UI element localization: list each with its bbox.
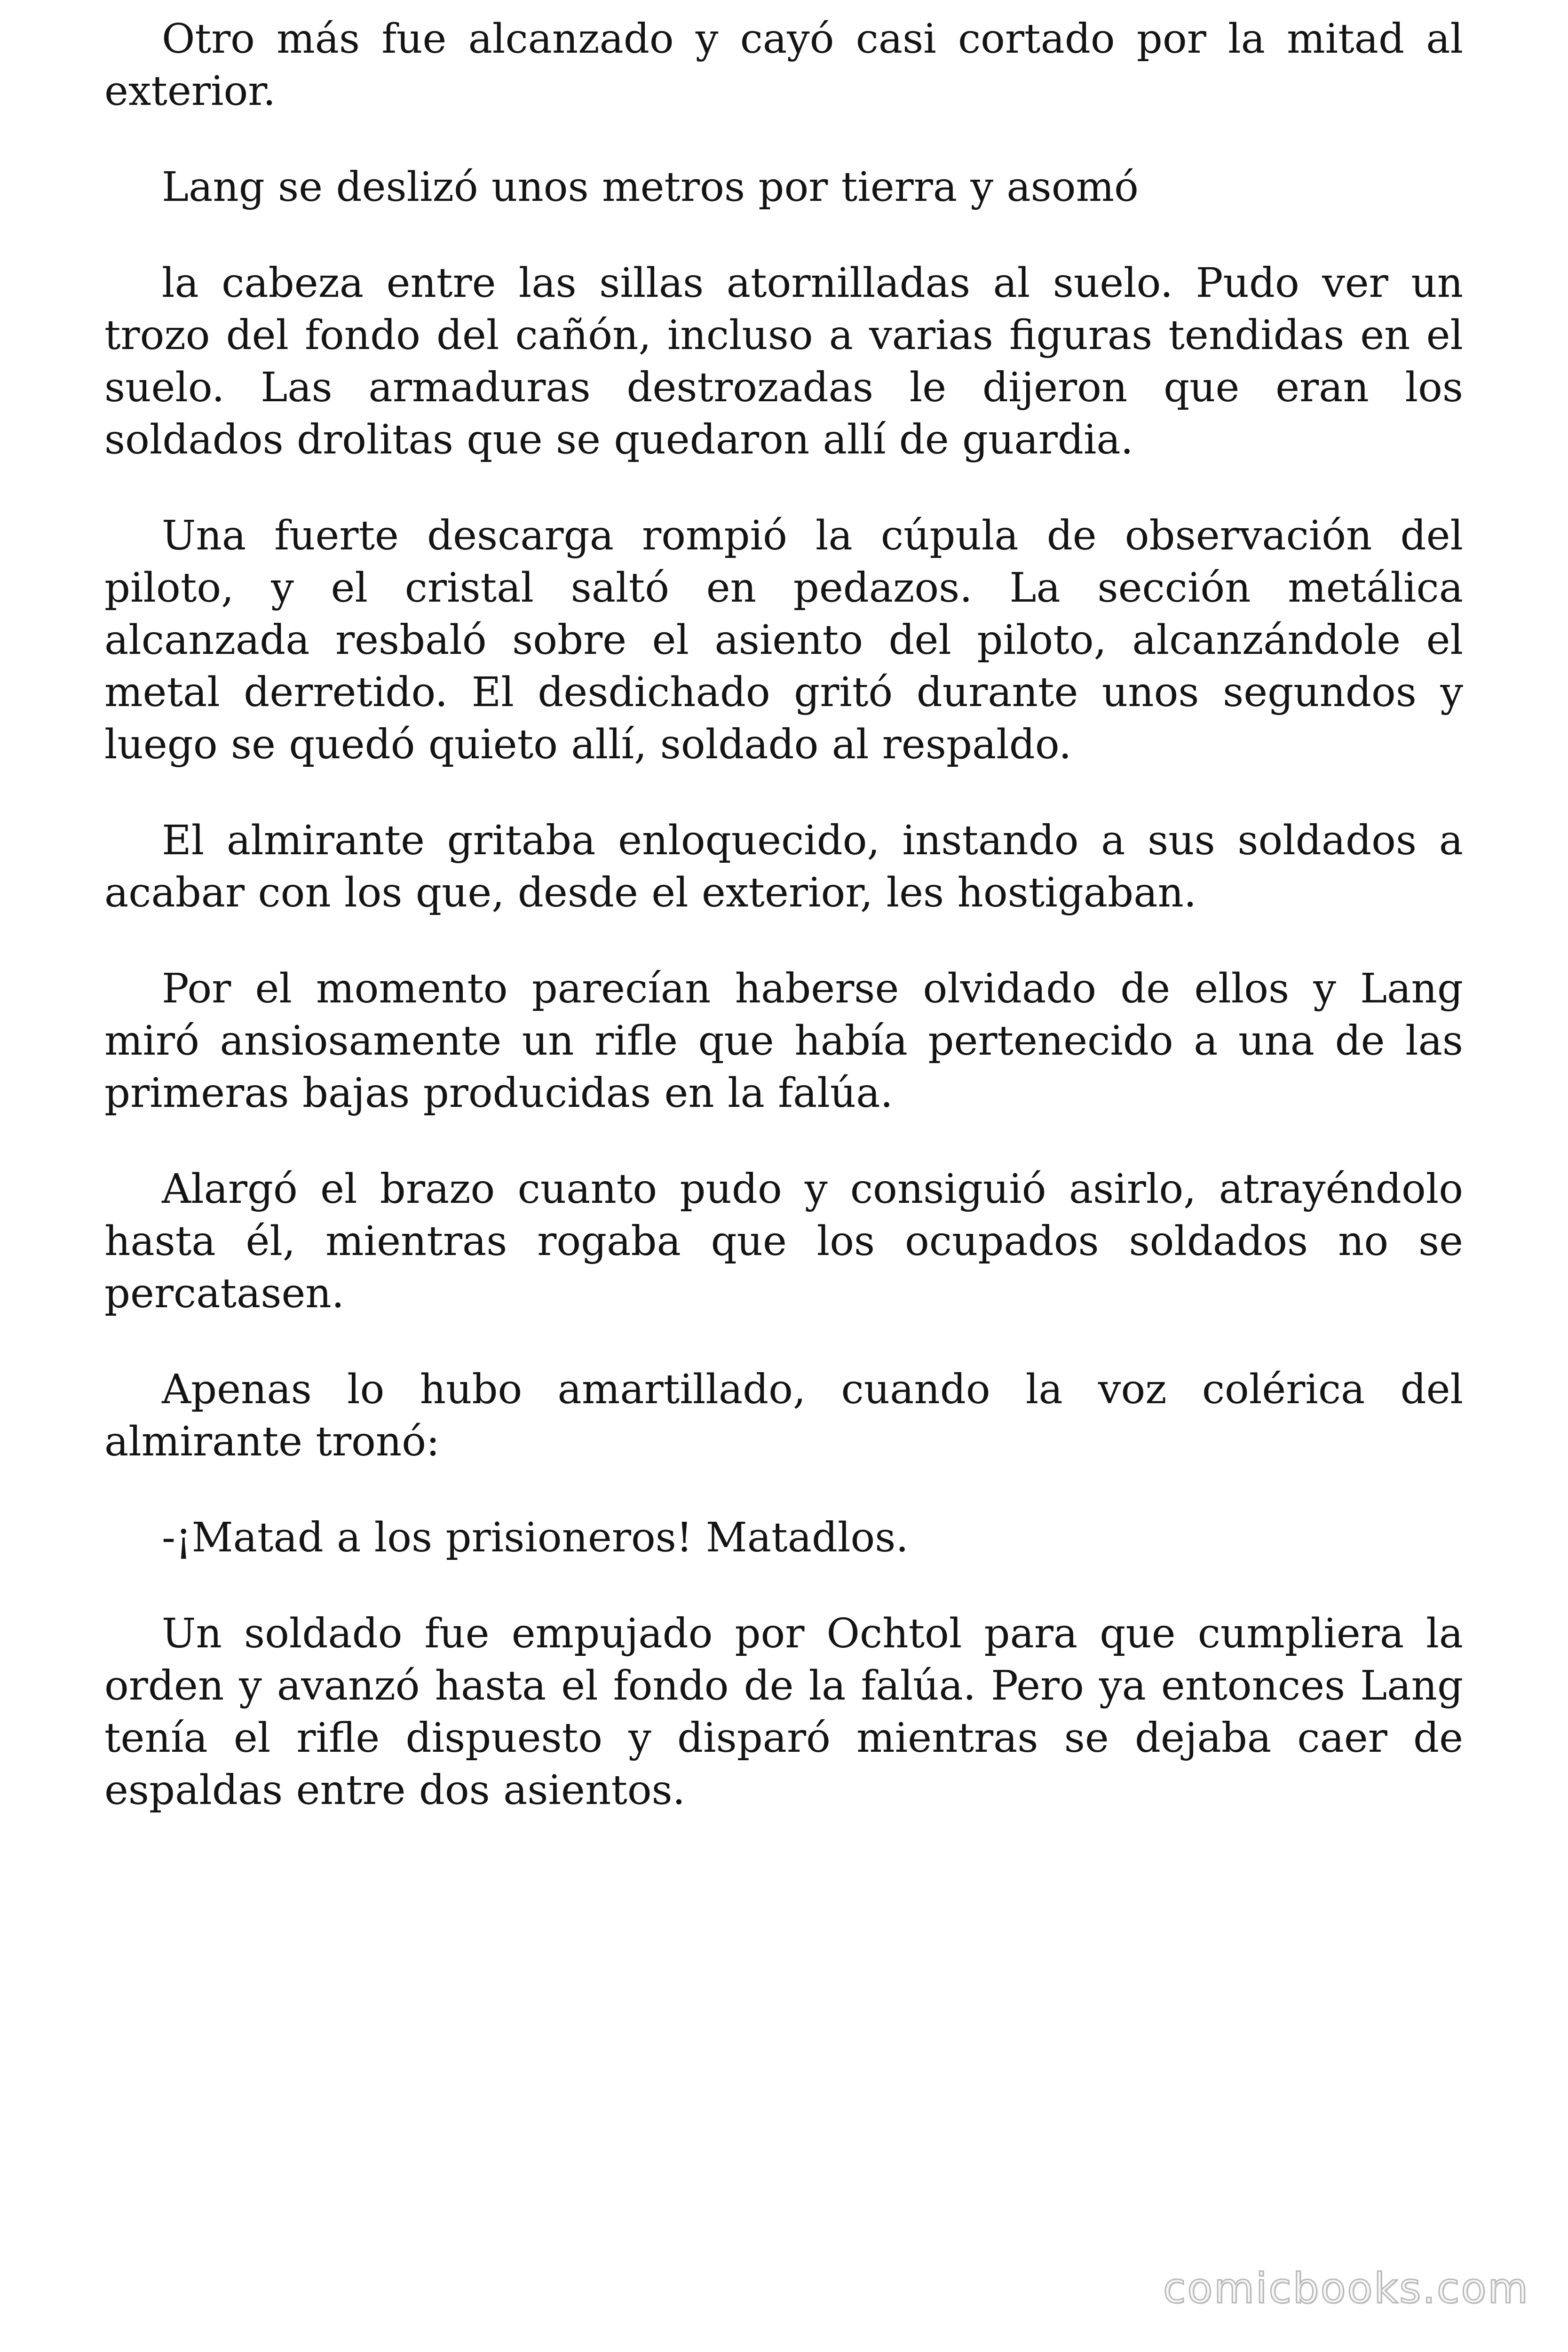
paragraph-9: -¡Matad a los prisioneros! Matadlos. [162,1514,909,1561]
paragraph-2: Lang se deslizó unos metros por tierra y asomó [162,164,1139,211]
paragraph-4: Una fuerte descarga rompió la cúpula de observación del piloto, y el cristal saltó en pedazos. La sección metálica alcanzada resbaló sobre el asiento del piloto, alcanzándole el metal derretido. El desdichado gritó durante unos segundos y luego se quedó quieto allí, soldado al respaldo. [104,512,1463,768]
paragraph-10: Un soldado fue empujado por Ochtol para que cumpliera la orden y avanzó hasta el fondo de la falúa. Pero ya entonces Lang tenía el rifle dispuesto y disparó mientras se dejaba caer de espaldas entre dos asientos. [104,1610,1463,1814]
paragraph-6: Por el momento parecían haberse olvidado de ellos y Lang miró ansiosamente un rifle que había pertenecido a una de las primeras bajas producidas en la falúa. [104,965,1463,1117]
paragraph-3: la cabeza entre las sillas atornilladas al suelo. Pudo ver un trozo del fondo del cañón, incluso a varias figuras tendidas en el suelo. Las armaduras destrozadas le dijeron que eran los soldados drolitas que se quedaron allí de guardia. [104,260,1463,463]
paragraph-8: Apenas lo hubo amartillado, cuando la voz colérica del almirante tronó: [104,1366,1463,1465]
paragraph-5: El almirante gritaba enloquecido, instando a sus soldados a acabar con los que, desde el exterior, les hostigaban. [104,817,1463,916]
paragraph-1: Otro más fue alcanzado y cayó casi cortado por la mitad al exterior. [104,16,1463,115]
page-text-column [104,13,1463,1860]
paragraph-7: Alargó el brazo cuanto pudo y consiguió asirlo, atrayéndolo hasta él, mientras rogaba que los ocupados soldados no se percatasen. [104,1166,1463,1317]
site-watermark: comicbooks.com [1163,2264,1529,2312]
